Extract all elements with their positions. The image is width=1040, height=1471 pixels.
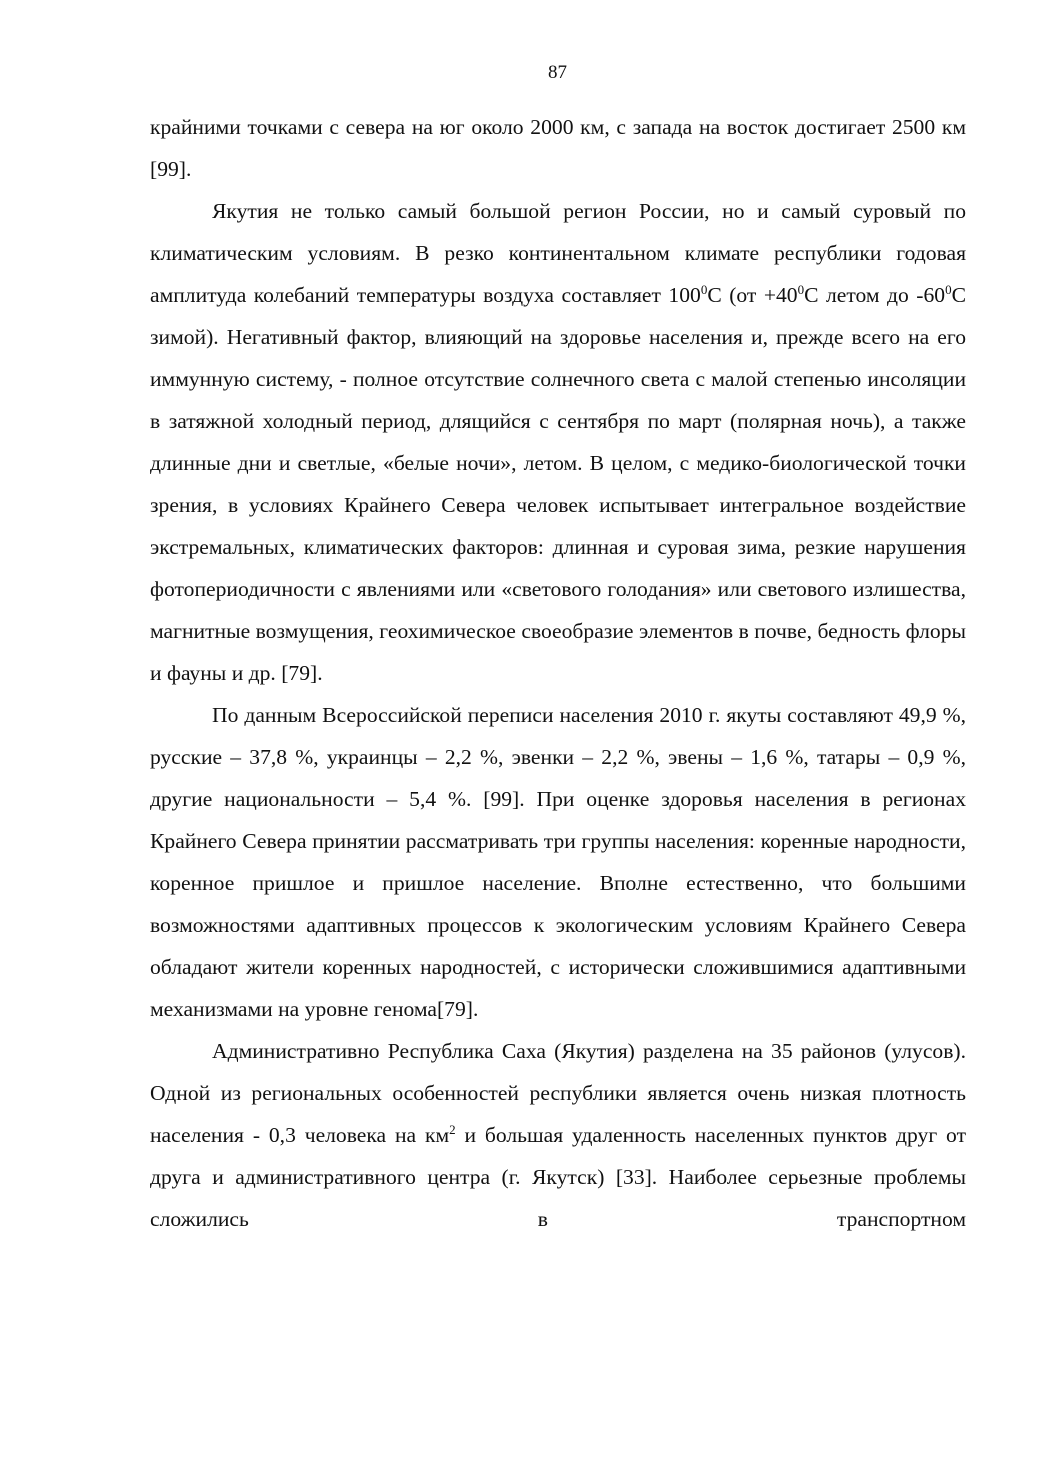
text-segment: С зимой). Негативный фактор, влияющий на здоровье населения и, прежде всего на его иммунную систему, - полное отсутствие солнечного света с малой степенью инсоляции в затяжной холодный период, длящийся с сентября по март (полярная ночь), а также длинные дни и светлые, «белые ночи», летом. В целом, с медико-биологической точки зрения, в условиях Крайнего Севера человек испытывает интегральное воздействие экстремальных, климатических факторов: длинная и суровая зима, резкие нарушения фотопериодичности с явлениями или «светового голодания» или светового излишества, магнитные возмущения, геохимическое своеобразие элементов в почве, бедность флоры и фауны и др. [79]. xyxy=(150,283,966,685)
text-segment: По данным Всероссийской переписи населения 2010 г. якуты составляют 49,9 %, русские – 37,8 %, украинцы – 2,2 %, эвенки – 2,2 %, эвены – 1,6 %, татары – 0,9 %, другие национальности – 5,4 %. [99]. При оценке здоровья населения в регионах Крайнего Севера принятии рассматривать три группы населения: коренные народности, коренное пришлое и пришлое население. Вполне естественно, что большими возможностями адаптивных процессов к экологическим условиям Крайнего Севера обладают жители коренных народностей, с исторически сложившимися адаптивными механизмами на уровне генома[79]. xyxy=(150,703,966,1021)
superscript: 0 xyxy=(945,282,952,297)
paragraph xyxy=(150,190,966,694)
superscript: 0 xyxy=(797,282,805,297)
superscript: 0 xyxy=(700,282,708,297)
text-segment: С (от +40 xyxy=(707,283,798,307)
document-body xyxy=(150,106,966,1240)
page-number: 87 xyxy=(548,62,567,83)
text-segment: Якутия не только самый большой регион России, но и самый суровый по климатическим условиям. В резко континентальном климате республики годовая амплитуда колебаний температуры воздуха составляет 100 xyxy=(150,199,966,307)
text-segment: С летом до -60 xyxy=(804,283,946,307)
paragraph xyxy=(150,694,966,1030)
paragraph xyxy=(150,106,966,190)
text-segment: Административно Республика Саха (Якутия) разделена на 35 районов (улусов). Одной из региональных особенностей республики является очень низкая плотность населения - 0,3 человека на км xyxy=(150,1039,966,1147)
text-segment: крайними точками с севера на юг около 2000 км, с запада на восток достигает 2500 км [99]. xyxy=(150,115,966,181)
superscript: 2 xyxy=(449,1122,456,1137)
paragraph xyxy=(150,1030,966,1240)
text-segment: и большая удаленность населенных пунктов друг от друга и административного центра (г. Якутск) [33]. Наиболее серьезные проблемы сложились в транспортном xyxy=(150,1123,966,1231)
